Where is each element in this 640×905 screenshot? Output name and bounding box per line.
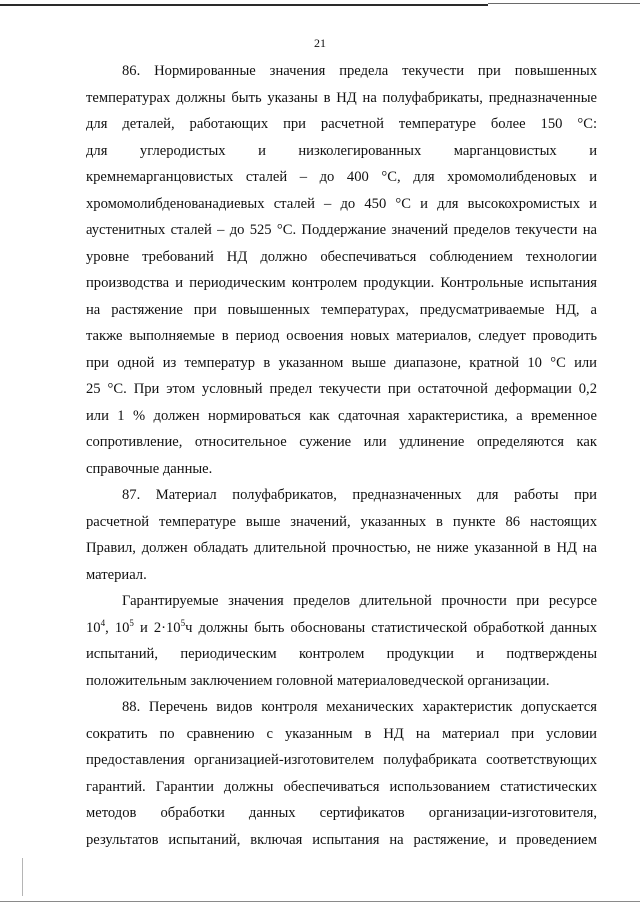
text-line: хромомолибденованадиевых сталей – до 450 °С и для высокохромистых и xyxy=(86,195,597,212)
text-line: производства и периодическим контролем продукции. Контрольные испытания xyxy=(86,275,597,291)
text-line: уровне требований НД должно обеспечиваться соблюдением технологии xyxy=(86,248,597,265)
text-line: при одной из температур в указанном выше диапазоне, кратной 10 °С или xyxy=(86,354,597,371)
text-line: или 1 % должен нормироваться как сдаточная характеристика, а временное xyxy=(86,407,597,424)
document-body xyxy=(86,58,597,853)
text-line-with-exponents xyxy=(86,615,597,642)
text-line: 86. Нормированные значения предела текучести при повышенных xyxy=(122,63,597,79)
text-line: 25 °С. При этом условный предел текучести при остаточной деформации 0,2 xyxy=(86,381,597,397)
text-fragment: 10 xyxy=(86,619,101,636)
superscript: 4 xyxy=(100,617,106,628)
text-line: для деталей, работающих при расчетной температуре более 150 °С: xyxy=(86,116,597,132)
text-line: температурах должны быть указаны в НД на полуфабрикаты, предназначенные xyxy=(86,89,597,106)
text-line: сопротивление, относительное сужение или удлинение определяются как xyxy=(86,434,597,450)
page-number: 21 xyxy=(314,36,326,50)
scan-edge-top xyxy=(0,4,488,6)
text-line: методов обработки данных сертификатов организации-изготовителя, xyxy=(86,805,597,821)
text-line: аустенитных сталей – до 525 °С. Поддержание значений пределов текучести на xyxy=(86,222,597,238)
text-fragment: , 10 xyxy=(105,619,130,636)
text-line: положительным заключением головной материаловедческой организации. xyxy=(86,672,550,689)
text-line: материал. xyxy=(86,566,147,583)
superscript: 5 xyxy=(180,617,186,628)
superscript: 5 xyxy=(129,617,134,628)
text-fragment: ч должны быть обоснованы статистической обработкой данных xyxy=(185,619,597,636)
text-line: Гарантируемые значения пределов длительной прочности при ресурсе xyxy=(122,593,597,609)
text-line: Правил, должен обладать длительной прочностью, не ниже указанной в НД на xyxy=(86,540,597,556)
paragraph-guaranteed-values xyxy=(86,588,597,694)
paragraph-88 xyxy=(86,694,597,853)
text-line: на растяжение при повышенных температурах, предусматриваемые НД, а xyxy=(86,301,597,318)
text-line: испытаний, периодическим контролем продукции и подтверждены xyxy=(86,646,597,662)
text-fragment: и 2·10 xyxy=(133,619,181,636)
scan-edge-bottom xyxy=(0,901,640,902)
text-line: гарантий. Гарантии должны обеспечиваться использованием статистических xyxy=(86,778,597,795)
paragraph-86 xyxy=(86,58,597,482)
text-line: сократить по сравнению с указанным в НД на материал при условии xyxy=(86,725,597,742)
text-line: предоставления организацией-изготовителем полуфабриката соответствующих xyxy=(86,752,597,768)
text-line: кремнемарганцовистых сталей – до 400 °С, для хромомолибденовых и xyxy=(86,169,597,185)
text-line: результатов испытаний, включая испытания на растяжение, и проведением xyxy=(86,831,597,848)
paragraph-87 xyxy=(86,482,597,588)
text-line: справочные данные. xyxy=(86,460,213,477)
scan-margin-mark xyxy=(22,858,23,896)
text-line: 88. Перечень видов контроля механических характеристик допускается xyxy=(122,699,597,715)
text-line: 87. Материал полуфабрикатов, предназначенных для работы при xyxy=(122,487,597,503)
text-line: также выполняемые в период освоения новых материалов, следует проводить xyxy=(86,328,597,344)
scan-edge-top-tail xyxy=(488,3,640,4)
text-line: расчетной температуре выше значений, указанных в пункте 86 настоящих xyxy=(86,513,597,530)
text-line: для углеродистых и низколегированных марганцовистых и xyxy=(86,142,597,159)
